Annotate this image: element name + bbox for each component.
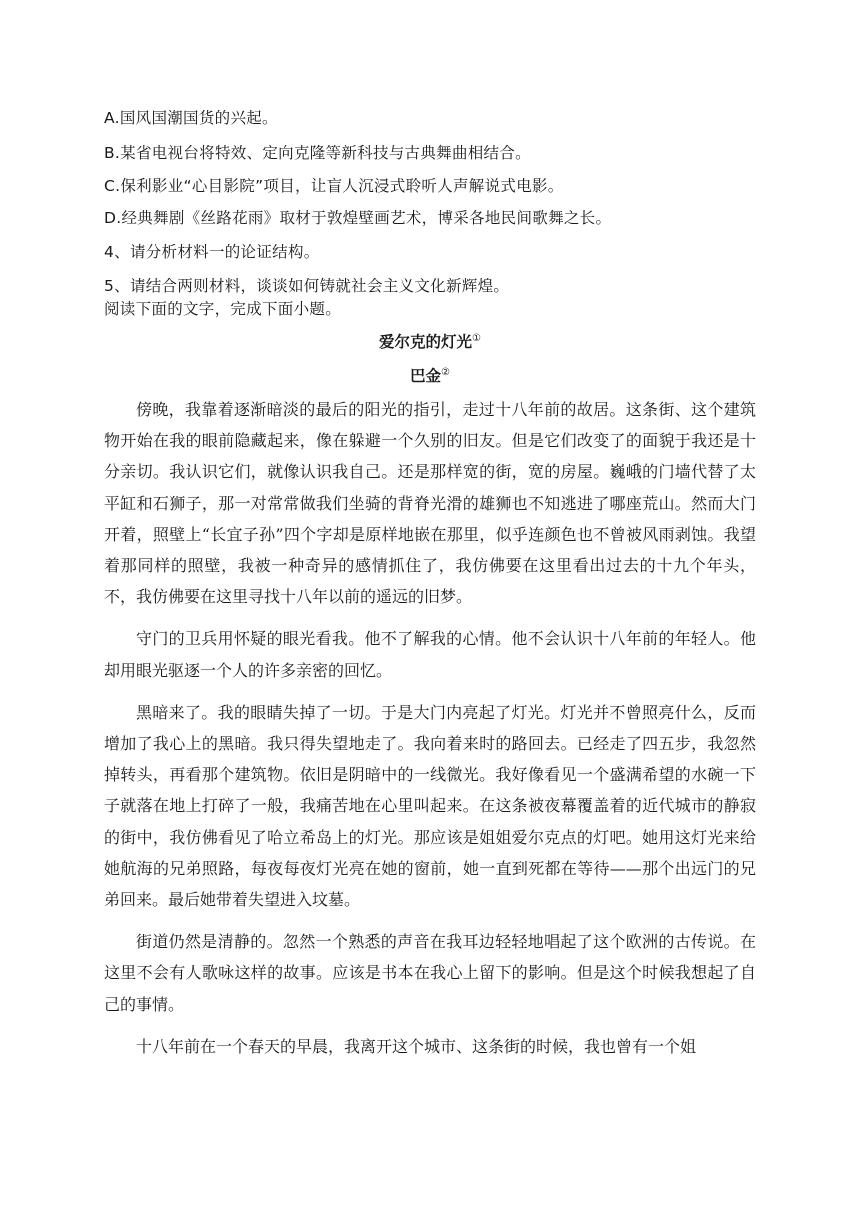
- option-b: B.某省电视台将特效、定向克隆等新科技与古典舞曲相结合。: [104, 144, 531, 162]
- option-a: A.国风国潮国货的兴起。: [104, 109, 278, 127]
- option-c: C.保利影业“心目影院”项目，让盲人沉浸式聆听人声解说式电影。: [104, 177, 564, 195]
- title-footnote-mark: ①: [472, 332, 481, 344]
- paragraph-1: 傍晚，我靠着逐渐暗淡的最后的阳光的指引，走过十八年前的故居。这条街、这个建筑物开始在我的眼前隐藏起来，像在躲避一个久别的旧友。但是它们改变了的面貌于我还是十分亲切。我认识它们，就像认识我自己。还是那样宽的街，宽的房屋。巍峨的门墙代替了太平缸和石狮子，那一对常常做我们坐骑的背脊光滑的雄狮也不知逃进了哪座荒山。然而大门开着，照壁上“长宜子孙”四个字却是原样地嵌在那里，似乎连颜色也不曾被风雨剥蚀。我望着那同样的照壁，我被一种奇异的感情抓住了，我仿佛要在这里看出过去的十九个年头，不，我仿佛要在这里寻找十八年以前的遥远的旧梦。: [104, 400, 756, 607]
- author-footnote-mark: ②: [441, 366, 450, 378]
- paragraph-4: 街道仍然是清静的。忽然一个熟悉的声音在我耳边轻轻地唱起了这个欧洲的古传说。在这里不会有人歌咏这样的故事。应该是书本在我心上留下的影响。但是这个时候我想起了自己的事情。: [104, 932, 756, 1014]
- article-title-text: 爱尔克的灯光: [379, 332, 473, 351]
- author-name: 巴金: [410, 366, 442, 385]
- article-body: [104, 394, 756, 1073]
- reading-instruction: 阅读下面的文字，完成下面小题。: [104, 300, 342, 318]
- paragraph-5: 十八年前在一个春天的早晨，我离开这个城市、这条街的时候，我也曾有一个姐: [136, 1036, 697, 1056]
- article-title: [0, 330, 860, 352]
- article-author: [0, 364, 860, 386]
- question-4: 4、请分析材料一的论证结构。: [104, 243, 320, 261]
- paragraph-2: 守门的卫兵用怀疑的眼光看我。他不了解我的心情。他不会认识十八年前的年轻人。他却用眼光驱逐一个人的许多亲密的回忆。: [104, 629, 756, 680]
- question-5: 5、请结合两则材料，谈谈如何铸就社会主义文化新辉煌。: [104, 277, 510, 295]
- paragraph-3: 黑暗来了。我的眼睛失掉了一切。于是大门内亮起了灯光。灯光并不曾照亮什么，反而增加了我心上的黑暗。我只得失望地走了。我向着来时的路回去。已经走了四五步，我忽然掉转头，再看那个建筑物。依旧是阴暗中的一线微光。我好像看见一个盛满希望的水碗一下子就落在地上打碎了一般，我痛苦地在心里叫起来。在这条被夜幕覆盖着的近代城市的静寂的街中，我仿佛看见了哈立希岛上的灯光。那应该是姐姐爱尔克点的灯吧。她用这灯光来给她航海的兄弟照路，每夜每夜灯光亮在她的窗前，她一直到死都在等待——那个出远门的兄弟回来。最后她带着失望进入坟墓。: [104, 702, 756, 910]
- option-d: D.经典舞剧《丝路花雨》取材于敦煌壁画艺术，博采各地民间歌舞之长。: [104, 209, 612, 227]
